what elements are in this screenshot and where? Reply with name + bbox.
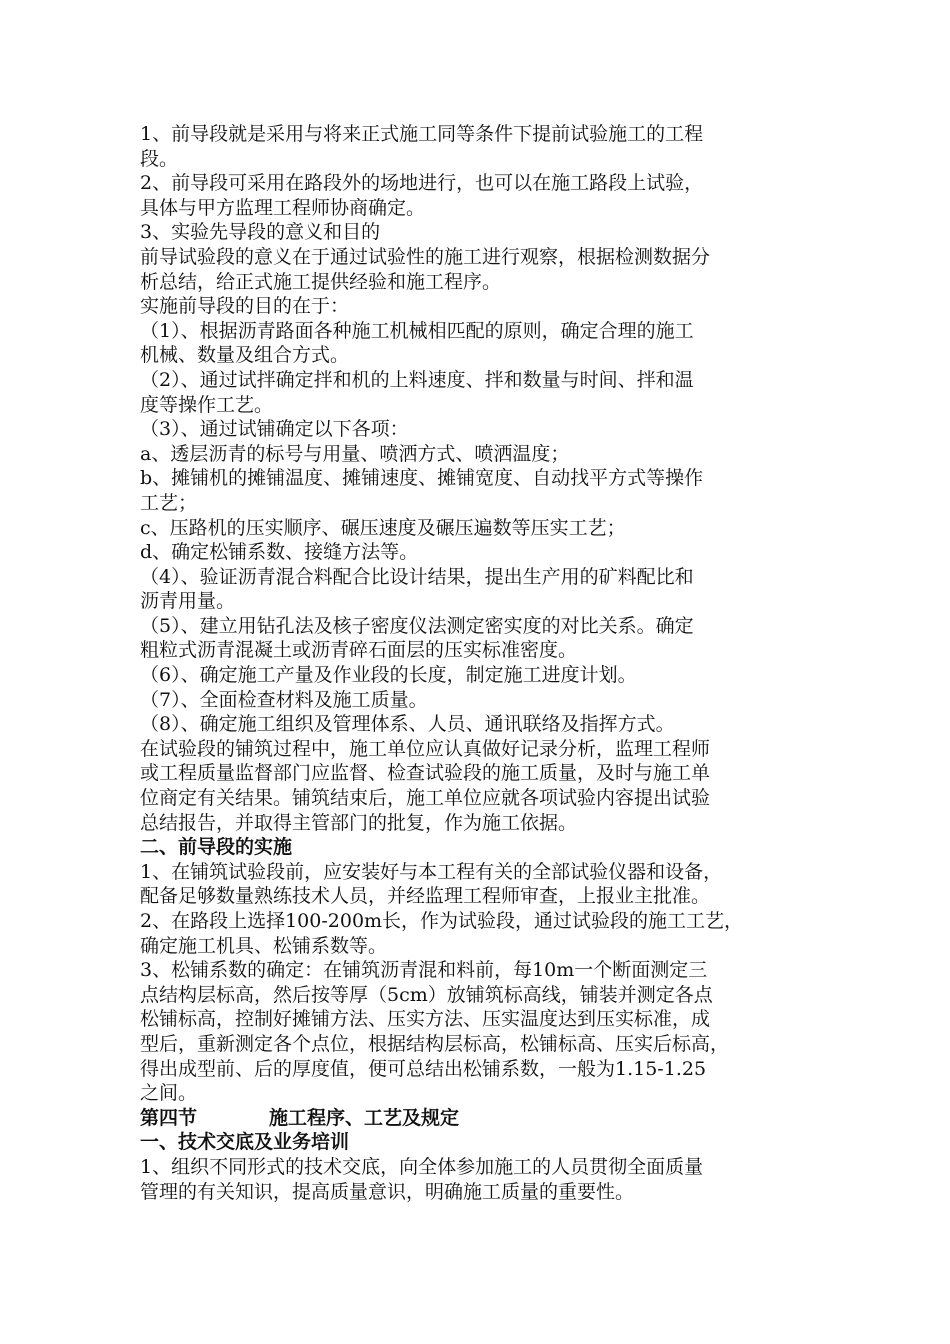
body-lines-after <box>140 1130 830 1204</box>
text-line: 粗粒式沥青混凝土或沥青碎石面层的压实标准密度。 <box>140 639 578 662</box>
text-line: 总结报告，并取得主管部门的批复，作为施工依据。 <box>140 811 578 834</box>
section-number: 第四节 <box>140 1106 198 1129</box>
text-line: 或工程质量监督部门应监督、检查试验段的施工质量，及时与施工单 <box>140 762 711 785</box>
text-line: （2）、通过试拌确定拌和机的上料速度、拌和数量与时间、拌和温 <box>140 368 694 391</box>
text-line: 度等操作工艺。 <box>140 393 274 416</box>
text-line: 析总结，给正式施工提供经验和施工程序。 <box>140 270 502 293</box>
text-line: 2、前导段可采用在路段外的场地进行，也可以在施工路段上试验， <box>140 172 704 195</box>
text-line: 管理的有关知识，提高质量意识，明确施工质量的重要性。 <box>140 1180 635 1203</box>
section-name: 施工程序、工艺及规定 <box>269 1106 460 1129</box>
text-line: 1、前导段就是采用与将来正式施工同等条件下提前试验施工的工程 <box>140 123 704 145</box>
text-line: 工艺； <box>140 491 198 514</box>
text-line: a、透层沥青的标号与用量、喷洒方式、喷洒温度； <box>140 442 570 465</box>
text-line: 确定施工机具、松铺系数等。 <box>140 934 388 957</box>
text-line: 松铺标高，控制好摊铺方法、压实方法、压实温度达到压实标准，成 <box>140 1008 711 1031</box>
text-line: d、确定松铺系数、接缝方法等。 <box>140 541 419 564</box>
text-line: 机械、数量及组合方式。 <box>140 344 350 367</box>
text-line: 2、在路段上选择100-200m长，作为试验段，通过试验段的施工工艺， <box>140 910 744 932</box>
text-line: （7）、全面检查材料及施工质量。 <box>140 688 428 711</box>
text-line: 沥青用量。 <box>140 590 236 613</box>
text-line: c、压路机的压实顺序、碾压速度及碾压遍数等压实工艺； <box>140 516 626 539</box>
body-lines <box>140 122 830 1106</box>
text-line: （1）、根据沥青路面各种施工机械相匹配的原则，确定合理的施工 <box>140 319 694 342</box>
text-line: 前导试验段的意义在于通过试验性的施工进行观察，根据检测数据分 <box>140 245 711 268</box>
text-line: 具体与甲方监理工程师协商确定。 <box>140 196 426 219</box>
text-line: （4）、验证沥青混合料配合比设计结果，提出生产用的矿料配比和 <box>140 565 694 588</box>
text-line: （3）、通过试铺确定以下各项： <box>140 418 409 441</box>
text-line: 3、实验先导段的意义和目的 <box>140 221 381 244</box>
text-line: 1、在铺筑试验段前，应安装好与本工程有关的全部试验仪器和设备， <box>140 860 723 883</box>
text-line: 得出成型前、后的厚度值，便可总结出松铺系数，一般为1.15-1.25 <box>140 1057 707 1080</box>
section-heading: 一、技术交底及业务培训 <box>140 1131 350 1154</box>
text-line: 配备足够数量熟练技术人员，并经监理工程师审查，上报业主批准。 <box>140 885 711 908</box>
text-line: 段。 <box>140 147 179 170</box>
text-line: 1、组织不同形式的技术交底，向全体参加施工的人员贯彻全面质量 <box>140 1155 704 1178</box>
text-line: （5）、建立用钻孔法及核子密度仪法测定密实度的对比关系。确定 <box>140 614 694 637</box>
text-line: （8）、确定施工组织及管理体系、人员、通讯联络及指挥方式。 <box>140 713 675 736</box>
text-line: 点结构层标高，然后按等厚（5cm）放铺筑标高线，铺装并测定各点 <box>140 983 713 1006</box>
text-line: 在试验段的铺筑过程中，施工单位应认真做好记录分析，监理工程师 <box>140 737 711 760</box>
section-heading: 二、前导段的实施 <box>140 836 293 859</box>
document-page <box>140 122 830 1204</box>
text-line: 实施前导段的目的在于： <box>140 295 350 318</box>
text-line: 3、松铺系数的确定：在铺筑沥青混和料前，每10m一个断面测定三 <box>140 959 708 982</box>
text-line: 型后，重新测定各个点位，根据结构层标高，松铺标高、压实后标高， <box>140 1032 730 1055</box>
section-title <box>140 1106 830 1131</box>
text-line: 位商定有关结果。铺筑结束后，施工单位应就各项试验内容提出试验 <box>140 787 711 810</box>
text-line: 之间。 <box>140 1082 198 1105</box>
text-line: （6）、确定施工产量及作业段的长度，制定施工进度计划。 <box>140 664 637 687</box>
text-line: b、摊铺机的摊铺温度、摊铺速度、摊铺宽度、自动找平方式等操作 <box>140 467 704 490</box>
